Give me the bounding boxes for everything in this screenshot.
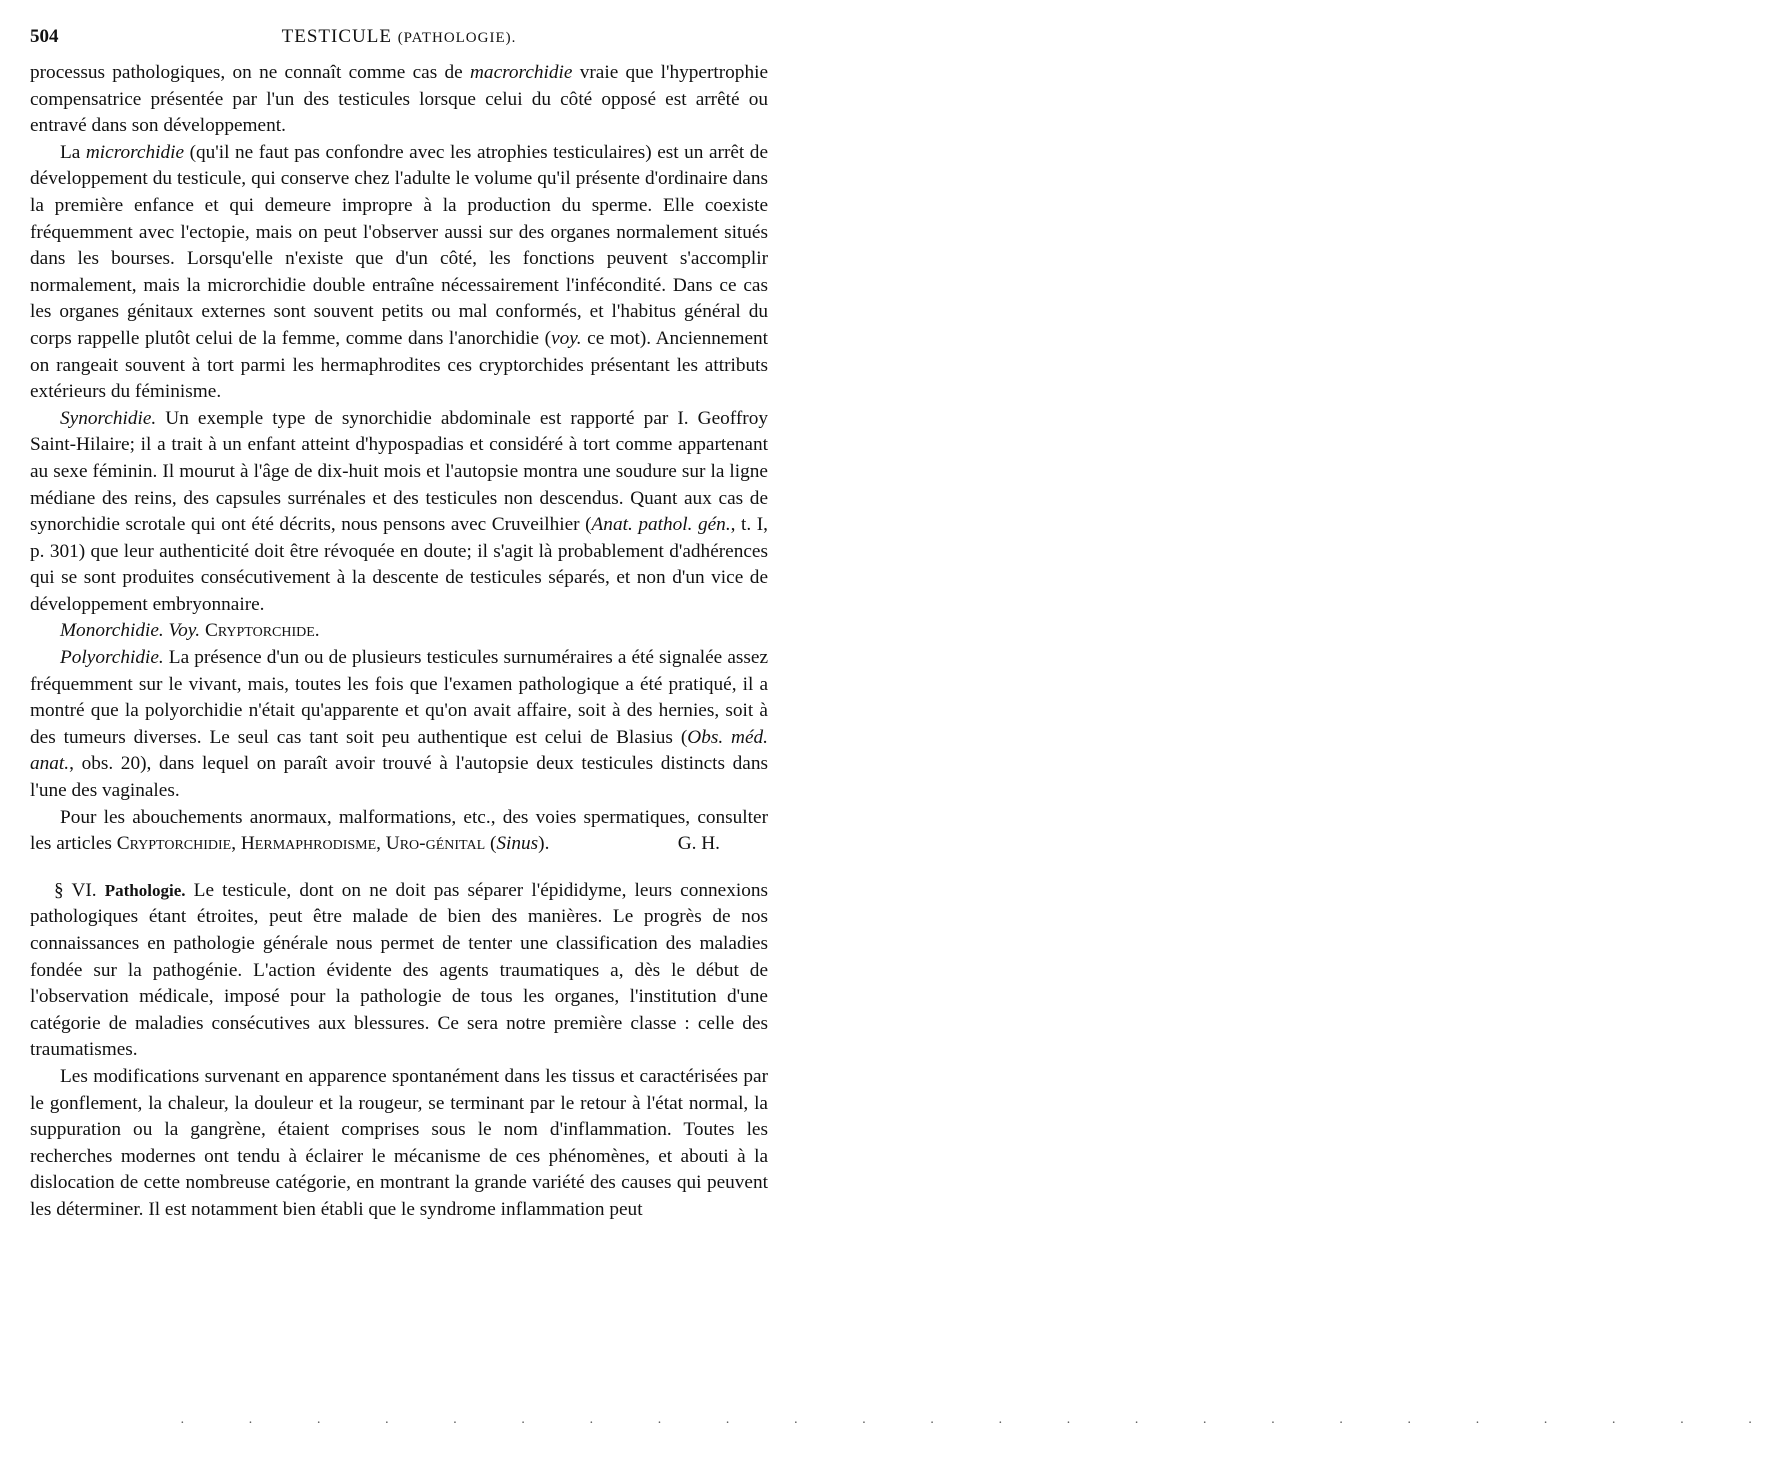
paragraph-section-pathologie (30, 878, 768, 1064)
cross-reference-article: Cryptorchide. (204, 620, 320, 642)
running-title-sub: (PATHOLOGIE). (397, 30, 517, 46)
text-run: ). (538, 833, 550, 855)
text-run: La (60, 141, 86, 163)
text-run: , obs. 20), dans lequel on paraît avoir trouvé à l'autopsie deux testicules distincts dans l'une des vaginales. (30, 753, 768, 802)
text-run: Les modifications survenant en apparence spontanément dans les tissus et caractérisées par le gonflement, la chaleur, la douleur et la rougeur, se terminant par le retour à l'état normal, la suppuration ou la gangrène, étaient comprises sous le nom d'inflammation. Toutes les recherches modernes ont tendu à éclairer le mécanisme de ces phénomènes, et abouti à la dislocation de cette nombreuse catégorie, en montrant la grande variété des causes qui peuvent les déterminer. Il est notamment bien établi que le syndrome inflammation peut (30, 1065, 768, 1220)
text-run: processus pathologiques, on ne connaît comme cas de (30, 62, 470, 83)
running-title (90, 26, 708, 48)
paragraph-macrorchidie (30, 60, 768, 140)
cross-reference-articles: Cryptorchidie, Hermaphrodisme, Uro-génital (116, 833, 486, 855)
page-number: 504 (30, 26, 59, 47)
section-title: Pathologie. (104, 880, 186, 900)
text-run: ce mot). Anciennement on rangeait souvent à tort parmi les hermaphrodites ces cryptorchides présentant les attributs extérieurs du féminisme. (30, 327, 769, 403)
running-title-main: TESTICULE (281, 26, 392, 47)
author-signature: G. H. (677, 833, 720, 855)
term-microrchidie: microrchidie (85, 141, 185, 163)
term-macrorchidie: macrorchidie (470, 62, 573, 83)
text-run: vraie que l'hypertrophie compensatrice présentée par l'un des testicules lorsque celui du côté opposé est arrêté ou entravé dans son développement. (30, 62, 769, 137)
paragraph-monorchidie (30, 618, 768, 645)
term-polyorchidie: Polyorchidie. (60, 647, 164, 669)
running-header (30, 26, 768, 60)
page (30, 26, 768, 1224)
body-text (30, 60, 768, 1224)
term-synorchidie: Synorchidie. (60, 407, 157, 429)
cross-reference: voy. (551, 327, 582, 349)
cross-reference: Voy. (168, 620, 201, 642)
citation-title: Obs. méd. anat. (30, 726, 768, 775)
cross-reference: Sinus (496, 833, 539, 855)
paragraph-microrchidie (30, 140, 768, 406)
text-run: Pour les abouchements anormaux, malformations, etc., des voies spermatiques, consulter les articles (30, 806, 768, 855)
text-run: ( (485, 833, 497, 855)
paragraph-inflammation (30, 1064, 768, 1224)
text-run: La présence d'un ou de plusieurs testicules surnuméraires a été signalée assez fréquemment sur le vivant, mais, toutes les fois que l'examen pathologique a été pratiqué, il a montré que la polyorchidie n'était qu'apparente et qu'on avait affaire, soit à des hernies, soit à des tumeurs diverses. Le seul cas tant soit peu authentique est celui de Blasius ( (30, 647, 768, 748)
text-run: , t. I, p. 301) que leur authenticité doit être révoquée en doute; il s'agit là probablement d'adhérences qui se sont produites consécutivement à la descente de testicules séparés, et non d'un vice de développement embryonnaire. (30, 514, 768, 615)
page-bottom-rule: · · · · · · · · · · · · · · · · · · · · · · · · (180, 1416, 1782, 1431)
citation-title: Anat. pathol. gén. (591, 514, 731, 536)
paragraph-synorchidie (30, 406, 768, 619)
term-monorchidie: Monorchidie. (60, 620, 164, 642)
text-run: Le testicule, dont on ne doit pas séparer l'épididyme, leurs connexions pathologiques étant étroites, peut être malade de bien des manières. Le progrès de nos connaissances en pathologie générale nous permet de tenter une classification des maladies fondée sur la pathogénie. L'action évidente des agents traumatiques a, dès le début de l'observation médicale, imposé pour la pathologie de tous les organes, l'institution d'une catégorie de maladies consécutives aux blessures. Ce sera notre première classe : celle des traumatismes. (30, 879, 768, 1061)
section-number: § VI. (54, 879, 105, 901)
paragraph-see-also (30, 805, 768, 858)
text-run: (qu'il ne faut pas confondre avec les atrophies testiculaires) est un arrêt de développement du testicule, qui conserve chez l'adulte le volume qu'il présente d'ordinaire dans la première enfance et qui demeure impropre à la production du sperme. Elle coexiste fréquemment avec l'ectopie, mais on peut l'observer aussi sur des organes normalement situés dans les bourses. Lorsqu'elle n'existe que d'un côté, les fonctions peuvent s'accomplir normalement, mais la microrchidie double entraîne nécessairement l'infécondité. Dans ce cas les organes génitaux externes sont souvent petits ou mal conformés, et l'habitus général du corps rappelle plutôt celui de la femme, comme dans l'anorchidie ( (30, 141, 769, 349)
paragraph-polyorchidie (30, 645, 768, 805)
text-run: Un exemple type de synorchidie abdominale est rapporté par I. Geoffroy Saint-Hilaire; il a trait à un enfant atteint d'hypospadias et considéré à tort comme appartenant au sexe féminin. Il mourut à l'âge de dix-huit mois et l'autopsie montra une soudure sur la ligne médiane des reins, des capsules surrénales et des testicules non descendus. Quant aux cas de synorchidie scrotale qui ont été décrits, nous pensons avec Cruveilhier ( (30, 407, 768, 536)
